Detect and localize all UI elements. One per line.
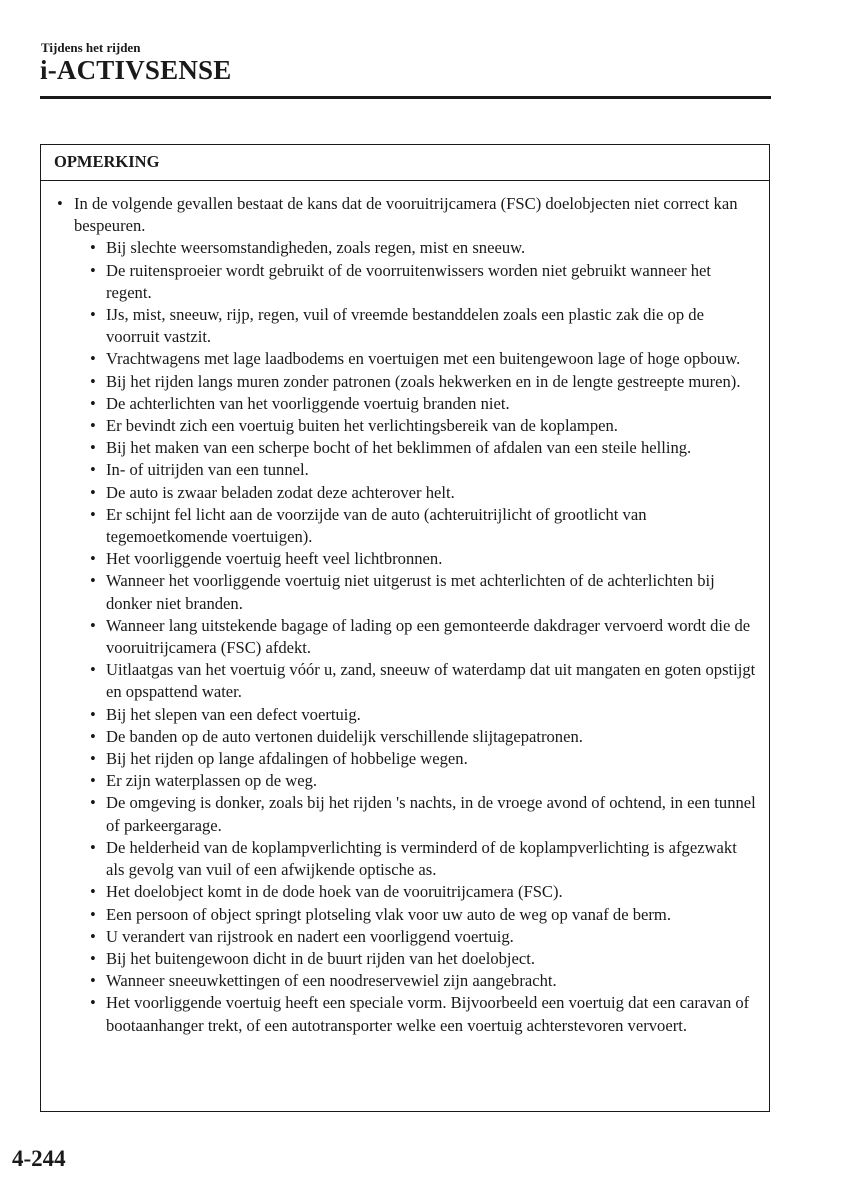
bullet-icon: • (90, 349, 96, 369)
list-item (90, 904, 759, 926)
list-item-text: De auto is zwaar beladen zodat deze achterover helt. (106, 482, 455, 502)
list-item (90, 304, 759, 348)
note-box (40, 144, 770, 1112)
list-item-text: Bij het rijden op lange afdalingen of hobbelige wegen. (106, 749, 468, 769)
list-item-text: U verandert van rijstrook en nadert een voorliggend voertuig. (106, 926, 514, 946)
list-item-text: Er schijnt fel licht aan de voorzijde van de auto (achteruitrijlicht of grootlicht van tegemoetkomende voertuigen). (106, 504, 647, 547)
list-item (90, 548, 759, 570)
list-item (90, 948, 759, 970)
bullet-icon: • (90, 660, 96, 680)
bullet-icon: • (90, 615, 96, 635)
list-item-text: Wanneer sneeuwkettingen of een noodreservewiel zijn aangebracht. (106, 971, 557, 991)
list-item (90, 570, 759, 614)
bullet-icon: • (90, 571, 96, 591)
title-divider (40, 96, 771, 99)
bullet-icon: • (90, 948, 96, 968)
bullet-icon: • (90, 837, 96, 857)
bullet-icon: • (90, 749, 96, 769)
list-item (90, 260, 759, 304)
list-item-text: Er zijn waterplassen op de weg. (106, 771, 318, 791)
list-item (90, 371, 759, 393)
bullet-icon: • (90, 393, 96, 413)
list-item-text: Er bevindt zich een voertuig buiten het verlichtingsbereik van de koplampen. (106, 416, 618, 436)
condition-list (74, 237, 759, 1036)
list-item (90, 393, 759, 415)
bullet-icon: • (90, 482, 96, 502)
list-item-text: Het voorliggende voertuig heeft een speciale vorm. Bijvoorbeeld een voertuig dat een caravan of bootaanhanger trekt, of een autotransporter welke een voertuig achterstevoren vervoert. (106, 993, 750, 1035)
list-item (90, 704, 759, 726)
list-item-text: IJs, mist, sneeuw, rijp, regen, vuil of vreemde bestanddelen zoals een plastic zak die op de voorruit vastzit. (106, 305, 704, 347)
bullet-icon: • (90, 504, 96, 524)
bullet-icon: • (90, 460, 96, 480)
bullet-icon: • (90, 726, 96, 746)
note-intro-text: In de volgende gevallen bestaat de kans dat de vooruitrijcamera (FSC) doelobjecten niet correct kan bespeuren. (74, 194, 738, 236)
list-item (90, 770, 759, 792)
bullet-icon: • (57, 194, 63, 213)
bullet-icon: • (90, 305, 96, 325)
list-item (90, 504, 759, 548)
list-item (90, 970, 759, 992)
list-item (90, 926, 759, 948)
list-item-text: Het voorliggende voertuig heeft veel lichtbronnen. (106, 549, 443, 569)
list-item (90, 748, 759, 770)
bullet-icon: • (90, 771, 96, 791)
list-item-text: De banden op de auto vertonen duidelijk verschillende slijtagepatronen. (106, 726, 583, 746)
list-item (90, 837, 759, 881)
list-item-text: In- of uitrijden van een tunnel. (106, 460, 309, 480)
list-item-text: Bij het slepen van een defect voertuig. (106, 704, 361, 724)
note-heading: OPMERKING (41, 145, 769, 181)
bullet-icon: • (90, 971, 96, 991)
list-item (90, 881, 759, 903)
list-item-text: De omgeving is donker, zoals bij het rijden 's nachts, in de vroege avond of ochtend, in een tunnel of parkeergarage. (106, 793, 756, 835)
bullet-icon: • (90, 416, 96, 436)
page-title: i-ACTIVSENSE (40, 55, 232, 85)
bullet-icon: • (90, 238, 96, 258)
list-item-text: De achterlichten van het voorliggende voertuig branden niet. (106, 393, 510, 413)
list-item-text: Bij het rijden langs muren zonder patronen (zoals hekwerken en in de lengte gestreepte muren). (106, 371, 741, 391)
list-item (90, 415, 759, 437)
note-intro-bullet (57, 193, 759, 1037)
list-item (90, 348, 759, 370)
list-item-text: De helderheid van de koplampverlichting is verminderd of de koplampverlichting is afgezwakt als gevolg van vuil of een afwijkende optische as. (106, 837, 737, 880)
list-item (90, 659, 759, 703)
page-number: 4-244 (12, 1146, 66, 1171)
bullet-icon: • (90, 260, 96, 280)
list-item-text: Vrachtwagens met lage laadbodems en voertuigen met een buitengewoon lage of hoge opbouw. (106, 349, 741, 369)
bullet-icon: • (90, 926, 96, 946)
bullet-icon: • (90, 882, 96, 902)
bullet-icon: • (90, 549, 96, 569)
note-body (41, 181, 769, 1037)
bullet-icon: • (90, 904, 96, 924)
bullet-icon: • (90, 993, 96, 1013)
list-item (90, 437, 759, 459)
list-item-text: Een persoon of object springt plotseling vlak voor uw auto de weg op vanaf de berm. (106, 904, 671, 924)
section-label: Tijdens het rijden (41, 40, 141, 55)
bullet-icon: • (90, 793, 96, 813)
list-item-text: Uitlaatgas van het voertuig vóór u, zand, sneeuw of waterdamp dat uit mangaten en goten opstijgt en opspattend water. (106, 660, 756, 702)
list-item-text: Bij het buitengewoon dicht in de buurt rijden van het doelobject. (106, 948, 536, 968)
bullet-icon: • (90, 704, 96, 724)
list-item (90, 992, 759, 1036)
list-item (90, 237, 759, 259)
list-item (90, 792, 759, 836)
list-item (90, 615, 759, 659)
list-item (90, 726, 759, 748)
list-item-text: Wanneer lang uitstekende bagage of lading op een gemonteerde dakdrager vervoerd wordt die de vooruitrijcamera (FSC) afdekt. (106, 615, 751, 658)
list-item-text: Bij het maken van een scherpe bocht of het beklimmen of afdalen van een steile helling. (106, 438, 692, 458)
bullet-icon: • (90, 438, 96, 458)
list-item-text: De ruitensproeier wordt gebruikt of de voorruitenwissers worden niet gebruikt wanneer het regent. (106, 260, 712, 302)
list-item (90, 482, 759, 504)
list-item-text: Het doelobject komt in de dode hoek van de vooruitrijcamera (FSC). (106, 882, 563, 902)
list-item-text: Bij slechte weersomstandigheden, zoals regen, mist en sneeuw. (106, 238, 526, 258)
list-item (90, 459, 759, 481)
list-item-text: Wanneer het voorliggende voertuig niet uitgerust is met achterlichten of de achterlichten bij donker niet branden. (106, 571, 715, 613)
bullet-icon: • (90, 371, 96, 391)
